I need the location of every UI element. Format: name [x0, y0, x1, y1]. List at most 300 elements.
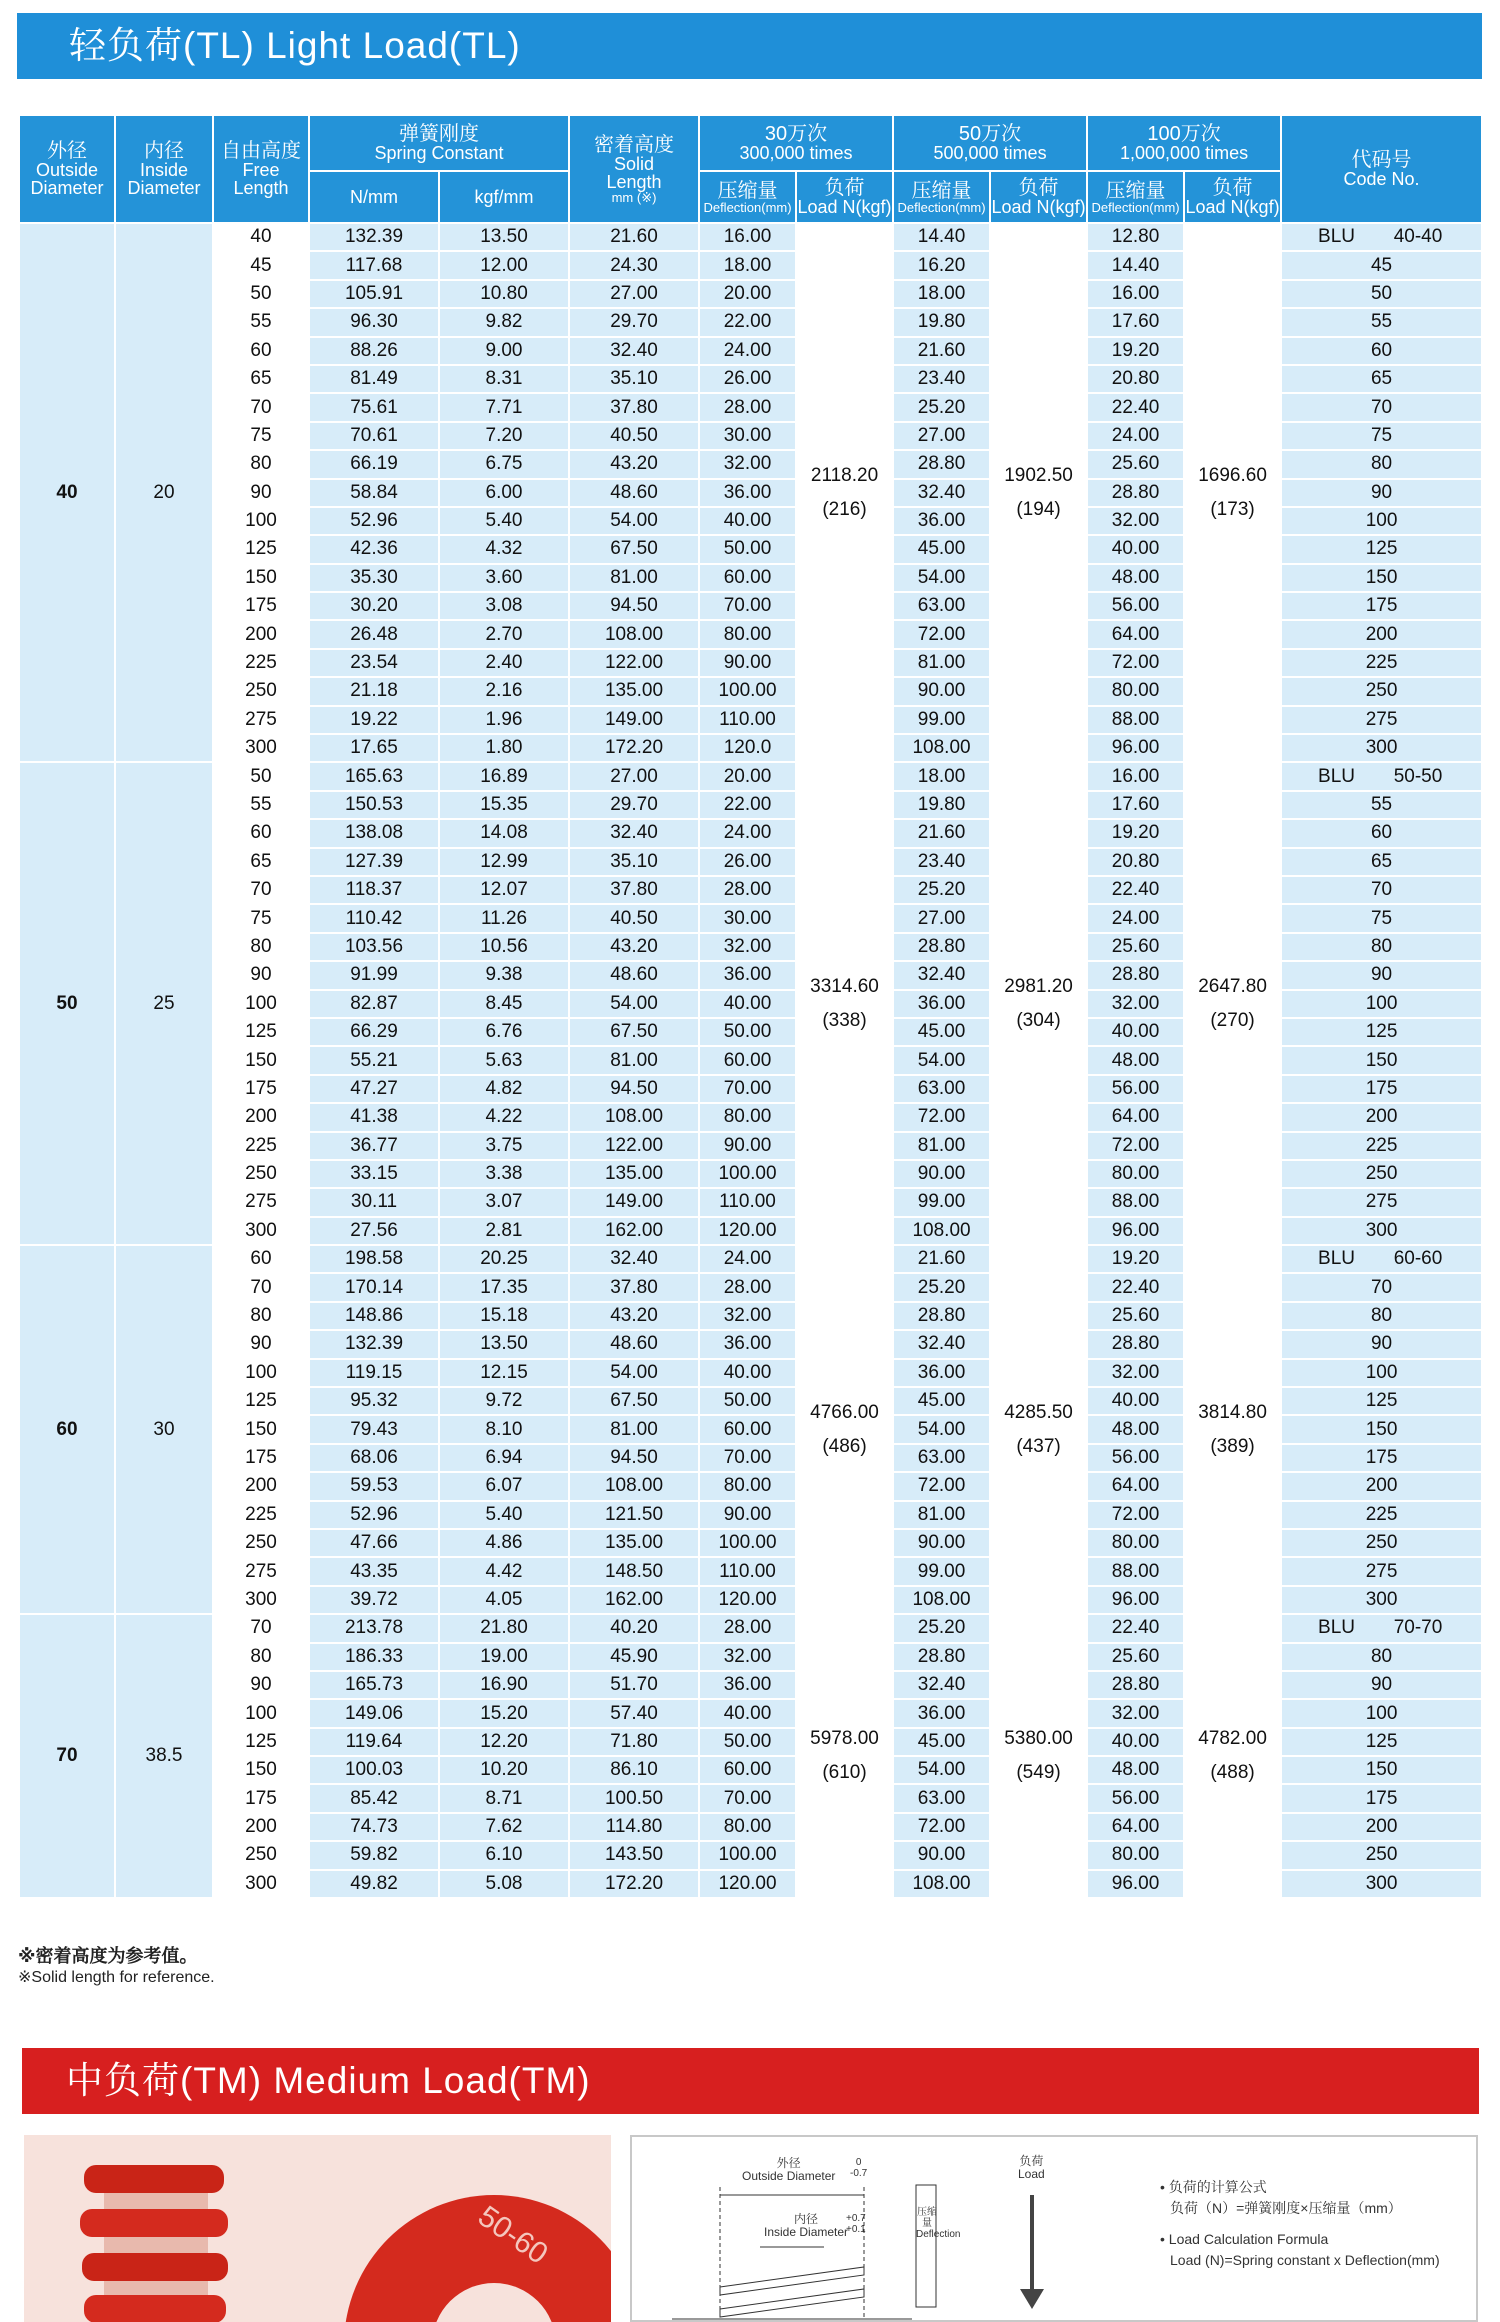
deflection-1m-cell: 96.00: [1087, 1586, 1184, 1614]
rate-kgf-mm-cell: 10.20: [439, 1756, 569, 1784]
deflection-1m-cell: 40.00: [1087, 1387, 1184, 1415]
header-rate-kgf-mm: kgf/mm: [439, 171, 569, 223]
deflection-300k-cell: 30.00: [699, 422, 796, 450]
deflection-1m-cell: 14.40: [1087, 251, 1184, 279]
load-n-value: 4766.00: [810, 1401, 879, 1423]
deflection-1m-cell: 48.00: [1087, 1756, 1184, 1784]
code-number-cell: 70: [1281, 393, 1482, 421]
deflection-300k-cell: 60.00: [699, 1415, 796, 1443]
solid-length-cell: 67.50: [569, 1018, 699, 1046]
deflection-1m-cell: 88.00: [1087, 1557, 1184, 1585]
header-300k-cycles: 30万次 300,000 times: [699, 115, 893, 171]
deflection-500k-cell: 99.00: [893, 1557, 990, 1585]
load-kgf-value: (437): [1016, 1435, 1061, 1457]
header-deflection-500k: 压缩量 Deflection(mm): [893, 171, 990, 223]
spec-table-body: [19, 223, 1482, 1898]
load-n-value: 5978.00: [810, 1728, 879, 1750]
coil-outline-2: [720, 2267, 864, 2295]
rate-n-mm-cell: 42.36: [309, 535, 439, 563]
rate-kgf-mm-cell: 2.81: [439, 1217, 569, 1245]
deflection-1m-cell: 72.00: [1087, 1132, 1184, 1160]
code-number-cell: 250: [1281, 1529, 1482, 1557]
solid-length-cell: 94.50: [569, 592, 699, 620]
code-number-cell: [1281, 1614, 1482, 1642]
deflection-500k-cell: 45.00: [893, 1018, 990, 1046]
rate-kgf-mm-cell: 19.00: [439, 1643, 569, 1671]
code-number-cell: 300: [1281, 734, 1482, 762]
outside-diameter-cell: 50: [19, 762, 115, 1245]
load-500k-cell: [990, 1614, 1087, 1898]
code-number-cell: 80: [1281, 450, 1482, 478]
rate-n-mm-cell: 52.96: [309, 507, 439, 535]
solid-length-cell: 114.80: [569, 1813, 699, 1841]
rate-n-mm-cell: 30.11: [309, 1188, 439, 1216]
spring-coils: [80, 2165, 228, 2322]
load-n-value: 2118.20: [810, 464, 879, 486]
rate-n-mm-cell: 33.15: [309, 1160, 439, 1188]
free-length-cell: 80: [213, 933, 309, 961]
rate-n-mm-cell: 59.53: [309, 1472, 439, 1500]
solid-length-cell: 48.60: [569, 961, 699, 989]
free-length-cell: 55: [213, 308, 309, 336]
deflection-300k-cell: 60.00: [699, 1046, 796, 1074]
deflection-300k-cell: 40.00: [699, 990, 796, 1018]
deflection-1m-cell: 16.00: [1087, 280, 1184, 308]
rate-n-mm-cell: 47.66: [309, 1529, 439, 1557]
deflection-500k-cell: 25.20: [893, 1614, 990, 1642]
rate-kgf-mm-cell: 3.75: [439, 1132, 569, 1160]
solid-length-cell: 43.20: [569, 1302, 699, 1330]
deflection-300k-cell: 50.00: [699, 1387, 796, 1415]
rate-kgf-mm-cell: 14.08: [439, 819, 569, 847]
deflection-300k-cell: 70.00: [699, 592, 796, 620]
code-number-cell: 90: [1281, 961, 1482, 989]
code-number-cell: 250: [1281, 1160, 1482, 1188]
solid-length-cell: 51.70: [569, 1671, 699, 1699]
rate-kgf-mm-cell: 16.90: [439, 1671, 569, 1699]
deflection-300k-cell: 24.00: [699, 819, 796, 847]
coil-outline-1: [720, 2289, 864, 2317]
id-tolerance: +0.7 +0.1: [846, 2213, 866, 2235]
deflection-500k-cell: 19.80: [893, 791, 990, 819]
rate-kgf-mm-cell: 9.82: [439, 308, 569, 336]
deflection-1m-cell: 48.00: [1087, 564, 1184, 592]
header-inside-diameter: 内径 Inside Diameter: [115, 115, 213, 223]
deflection-1m-cell: 17.60: [1087, 791, 1184, 819]
free-length-cell: 200: [213, 620, 309, 648]
deflection-300k-cell: 28.00: [699, 1614, 796, 1642]
deflection-1m-cell: 40.00: [1087, 1018, 1184, 1046]
solid-length-cell: 143.50: [569, 1841, 699, 1869]
rate-n-mm-cell: 198.58: [309, 1245, 439, 1273]
deflection-300k-cell: 70.00: [699, 1075, 796, 1103]
deflection-500k-cell: 18.00: [893, 762, 990, 790]
code-number-cell: [1281, 223, 1482, 251]
rate-n-mm-cell: 165.63: [309, 762, 439, 790]
solid-length-note-cn: ※密着高度为参考值。: [18, 1946, 198, 1966]
deflection-300k-cell: 40.00: [699, 1699, 796, 1727]
load-kgf-value: (610): [822, 1762, 867, 1784]
free-length-cell: 275: [213, 1188, 309, 1216]
solid-length-cell: 54.00: [569, 1359, 699, 1387]
code-number-cell: [1281, 762, 1482, 790]
deflection-500k-cell: 28.80: [893, 450, 990, 478]
solid-length-cell: 21.60: [569, 223, 699, 251]
load-kgf-value: (173): [1210, 498, 1255, 520]
solid-length-note-en: ※Solid length for reference.: [18, 1969, 215, 1986]
rate-n-mm-cell: 138.08: [309, 819, 439, 847]
deflection-500k-cell: 28.80: [893, 933, 990, 961]
solid-length-cell: 48.60: [569, 1330, 699, 1358]
rate-kgf-mm-cell: 12.00: [439, 251, 569, 279]
rate-n-mm-cell: 110.42: [309, 904, 439, 932]
load-1m-cell: [1184, 1614, 1281, 1898]
solid-length-cell: 71.80: [569, 1728, 699, 1756]
code-number-cell: 70: [1281, 1273, 1482, 1301]
rate-n-mm-cell: 30.20: [309, 592, 439, 620]
solid-length-cell: 135.00: [569, 1529, 699, 1557]
load-n-value: 2981.20: [1004, 975, 1073, 997]
free-length-cell: 70: [213, 876, 309, 904]
code-number-cell: 150: [1281, 564, 1482, 592]
deflection-1m-cell: 80.00: [1087, 1160, 1184, 1188]
deflection-300k-cell: 110.00: [699, 1188, 796, 1216]
solid-length-cell: 67.50: [569, 1387, 699, 1415]
rate-n-mm-cell: 19.22: [309, 706, 439, 734]
free-length-cell: 90: [213, 1671, 309, 1699]
header-1m-cycles: 100万次 1,000,000 times: [1087, 115, 1281, 171]
rate-kgf-mm-cell: 2.70: [439, 620, 569, 648]
deflection-300k-cell: 70.00: [699, 1784, 796, 1812]
deflection-300k-cell: 36.00: [699, 961, 796, 989]
free-length-cell: 90: [213, 1330, 309, 1358]
code-prefix: BLU: [1318, 765, 1356, 787]
deflection-500k-cell: 45.00: [893, 535, 990, 563]
deflection-500k-cell: 54.00: [893, 1415, 990, 1443]
deflection-1m-cell: 20.80: [1087, 365, 1184, 393]
rate-kgf-mm-cell: 2.40: [439, 649, 569, 677]
deflection-500k-cell: 21.60: [893, 1245, 990, 1273]
deflection-500k-cell: 19.80: [893, 308, 990, 336]
id-label: 内径 Inside Diameter: [764, 2212, 849, 2240]
rate-n-mm-cell: 39.72: [309, 1586, 439, 1614]
free-length-cell: 75: [213, 904, 309, 932]
load-300k-cell: [796, 762, 893, 1245]
load-300k-cell: [796, 223, 893, 762]
deflection-300k-cell: 120.00: [699, 1870, 796, 1898]
deflection-300k-cell: 20.00: [699, 762, 796, 790]
deflection-500k-cell: 81.00: [893, 1501, 990, 1529]
rate-kgf-mm-cell: 5.63: [439, 1046, 569, 1074]
load-kgf-value: (549): [1016, 1762, 1061, 1784]
inside-diameter-cell: 38.5: [115, 1614, 213, 1898]
red-spring-image: [24, 2135, 611, 2322]
deflection-300k-cell: 60.00: [699, 564, 796, 592]
code-number-cell: 250: [1281, 1841, 1482, 1869]
rate-kgf-mm-cell: 10.80: [439, 280, 569, 308]
od-tolerance: 0 -0.7: [850, 2157, 868, 2179]
header-deflection-300k: 压缩量 Deflection(mm): [699, 171, 796, 223]
header-load-500k: 负荷 Load N(kgf): [990, 171, 1087, 223]
deflection-300k-cell: 40.00: [699, 1359, 796, 1387]
deflection-300k-cell: 40.00: [699, 507, 796, 535]
rate-n-mm-cell: 21.18: [309, 677, 439, 705]
deflection-500k-cell: 108.00: [893, 1217, 990, 1245]
light-load-banner: [17, 13, 1482, 79]
solid-length-cell: 108.00: [569, 1103, 699, 1131]
code-prefix: BLU: [1318, 1248, 1356, 1270]
deflection-300k-cell: 80.00: [699, 1103, 796, 1131]
deflection-300k-cell: 32.00: [699, 933, 796, 961]
deflection-300k-cell: 90.00: [699, 1132, 796, 1160]
free-length-cell: 175: [213, 1784, 309, 1812]
rate-n-mm-cell: 170.14: [309, 1273, 439, 1301]
load-500k-cell: [990, 1245, 1087, 1614]
solid-length-cell: 94.50: [569, 1075, 699, 1103]
deflection-1m-cell: 22.40: [1087, 393, 1184, 421]
rate-kgf-mm-cell: 1.96: [439, 706, 569, 734]
solid-length-cell: 29.70: [569, 791, 699, 819]
table-row: [19, 762, 1482, 790]
free-length-cell: 90: [213, 479, 309, 507]
solid-length-cell: 135.00: [569, 1160, 699, 1188]
deflection-300k-cell: 28.00: [699, 393, 796, 421]
code-number-cell: 175: [1281, 1075, 1482, 1103]
rate-kgf-mm-cell: 9.72: [439, 1387, 569, 1415]
table-row: [19, 1614, 1482, 1642]
formula-cn-title: • 负荷的计算公式: [1160, 2179, 1267, 2195]
deflection-1m-cell: 28.80: [1087, 1671, 1184, 1699]
solid-length-cell: 148.50: [569, 1557, 699, 1585]
deflection-500k-cell: 63.00: [893, 592, 990, 620]
rate-n-mm-cell: 105.91: [309, 280, 439, 308]
rate-kgf-mm-cell: 7.62: [439, 1813, 569, 1841]
free-length-cell: 200: [213, 1813, 309, 1841]
deflection-300k-cell: 22.00: [699, 791, 796, 819]
deflection-300k-cell: 24.00: [699, 337, 796, 365]
load-arrow-head: [1020, 2289, 1044, 2309]
deflection-500k-cell: 72.00: [893, 1472, 990, 1500]
solid-length-cell: 149.00: [569, 706, 699, 734]
load-kgf-value: (488): [1210, 1762, 1255, 1784]
deflection-1m-cell: 80.00: [1087, 677, 1184, 705]
deflection-500k-cell: 16.20: [893, 251, 990, 279]
free-length-cell: 70: [213, 1614, 309, 1642]
free-length-cell: 250: [213, 1160, 309, 1188]
deflection-300k-cell: 28.00: [699, 1273, 796, 1301]
free-length-cell: 200: [213, 1472, 309, 1500]
load-kgf-value: (389): [1210, 1435, 1255, 1457]
deflection-500k-cell: 63.00: [893, 1075, 990, 1103]
deflection-500k-cell: 81.00: [893, 649, 990, 677]
rate-kgf-mm-cell: 16.89: [439, 762, 569, 790]
rate-n-mm-cell: 27.56: [309, 1217, 439, 1245]
rate-kgf-mm-cell: 2.16: [439, 677, 569, 705]
deflection-1m-cell: 80.00: [1087, 1841, 1184, 1869]
deflection-500k-cell: 108.00: [893, 1586, 990, 1614]
solid-length-cell: 37.80: [569, 876, 699, 904]
solid-length-cell: 24.30: [569, 251, 699, 279]
free-length-cell: 65: [213, 848, 309, 876]
solid-length-cell: 94.50: [569, 1444, 699, 1472]
solid-length-cell: 37.80: [569, 1273, 699, 1301]
free-length-cell: 150: [213, 1046, 309, 1074]
free-length-cell: 60: [213, 819, 309, 847]
deflection-1m-cell: 25.60: [1087, 933, 1184, 961]
deflection-1m-cell: 22.40: [1087, 1614, 1184, 1642]
code-suffix: 70-70: [1393, 1617, 1443, 1639]
deflection-300k-cell: 36.00: [699, 1330, 796, 1358]
rate-n-mm-cell: 91.99: [309, 961, 439, 989]
spring-dimension-diagram: [630, 2135, 1478, 2322]
rate-n-mm-cell: 127.39: [309, 848, 439, 876]
code-suffix: 50-50: [1393, 765, 1443, 787]
deflection-300k-cell: 100.00: [699, 1529, 796, 1557]
solid-length-cell: 48.60: [569, 479, 699, 507]
deflection-300k-cell: 24.00: [699, 1245, 796, 1273]
rate-kgf-mm-cell: 4.22: [439, 1103, 569, 1131]
rate-kgf-mm-cell: 3.08: [439, 592, 569, 620]
deflection-1m-cell: 20.80: [1087, 848, 1184, 876]
deflection-1m-cell: 96.00: [1087, 1217, 1184, 1245]
inside-diameter-cell: 25: [115, 762, 213, 1245]
code-suffix: 40-40: [1393, 226, 1443, 248]
header-spring-constant: 弹簧刚度 Spring Constant: [309, 115, 569, 171]
free-length-cell: 100: [213, 990, 309, 1018]
solid-length-cell: 122.00: [569, 649, 699, 677]
solid-length-cell: 32.40: [569, 819, 699, 847]
deflection-1m-cell: 48.00: [1087, 1415, 1184, 1443]
formula-en-body: Load (N)=Spring constant x Deflection(mm): [1170, 2252, 1440, 2268]
deflection-500k-cell: 63.00: [893, 1444, 990, 1472]
free-length-cell: 150: [213, 1756, 309, 1784]
formula-cn-body: 负荷（N）=弹簧刚度×压缩量（mm）: [1170, 2200, 1402, 2216]
code-number-cell: 150: [1281, 1756, 1482, 1784]
deflection-1m-cell: 32.00: [1087, 507, 1184, 535]
load-n-value: 4782.00: [1198, 1728, 1267, 1750]
solid-length-cell: 54.00: [569, 507, 699, 535]
spring-photo-panel: [24, 2135, 611, 2322]
deflection-500k-cell: 23.40: [893, 848, 990, 876]
deflection-500k-cell: 27.00: [893, 904, 990, 932]
deflection-500k-cell: 108.00: [893, 1870, 990, 1898]
solid-length-cell: 86.10: [569, 1756, 699, 1784]
light-load-title: 轻负荷(TL) Light Load(TL): [69, 25, 521, 66]
deflection-300k-cell: 80.00: [699, 620, 796, 648]
rate-n-mm-cell: 100.03: [309, 1756, 439, 1784]
rate-n-mm-cell: 95.32: [309, 1387, 439, 1415]
rate-n-mm-cell: 117.68: [309, 251, 439, 279]
solid-length-cell: 37.80: [569, 393, 699, 421]
rate-kgf-mm-cell: 5.40: [439, 1501, 569, 1529]
solid-length-cell: 135.00: [569, 677, 699, 705]
deflection-500k-cell: 32.40: [893, 961, 990, 989]
deflection-500k-cell: 90.00: [893, 1841, 990, 1869]
rate-kgf-mm-cell: 6.94: [439, 1444, 569, 1472]
rate-n-mm-cell: 17.65: [309, 734, 439, 762]
deflection-300k-cell: 30.00: [699, 904, 796, 932]
solid-length-cell: 40.50: [569, 422, 699, 450]
free-length-cell: 225: [213, 649, 309, 677]
free-length-cell: 150: [213, 1415, 309, 1443]
header-solid-length: 密着高度 Solid Length mm (※): [569, 115, 699, 223]
deflection-500k-cell: 54.00: [893, 1046, 990, 1074]
load-kgf-value: (338): [822, 1009, 867, 1031]
deflection-300k-cell: 36.00: [699, 1671, 796, 1699]
deflection-500k-cell: 25.20: [893, 393, 990, 421]
solid-length-cell: 32.40: [569, 337, 699, 365]
outside-diameter-cell: 40: [19, 223, 115, 762]
rate-kgf-mm-cell: 20.25: [439, 1245, 569, 1273]
deflection-300k-cell: 32.00: [699, 450, 796, 478]
free-length-cell: 300: [213, 1870, 309, 1898]
rate-n-mm-cell: 118.37: [309, 876, 439, 904]
solid-length-cell: 108.00: [569, 1472, 699, 1500]
medium-load-title: 中负荷(TM) Medium Load(TM): [66, 2060, 591, 2101]
rate-kgf-mm-cell: 7.71: [439, 393, 569, 421]
rate-n-mm-cell: 66.29: [309, 1018, 439, 1046]
deflection-500k-cell: 36.00: [893, 507, 990, 535]
rate-kgf-mm-cell: 8.10: [439, 1415, 569, 1443]
code-number-cell: 225: [1281, 1132, 1482, 1160]
rate-n-mm-cell: 119.64: [309, 1728, 439, 1756]
load-label: 负荷 Load: [1018, 2154, 1045, 2182]
deflection-1m-cell: 64.00: [1087, 1103, 1184, 1131]
code-suffix: 60-60: [1393, 1248, 1443, 1270]
free-length-cell: 50: [213, 280, 309, 308]
deflection-300k-cell: 22.00: [699, 308, 796, 336]
load-n-value: 1696.60: [1198, 464, 1267, 486]
solid-length-cell: 27.00: [569, 762, 699, 790]
code-number-cell: 275: [1281, 1557, 1482, 1585]
table-row: [19, 1245, 1482, 1273]
deflection-1m-cell: 28.80: [1087, 961, 1184, 989]
rate-kgf-mm-cell: 12.07: [439, 876, 569, 904]
deflection-500k-cell: 54.00: [893, 1756, 990, 1784]
solid-length-cell: 40.20: [569, 1614, 699, 1642]
deflection-300k-cell: 26.00: [699, 848, 796, 876]
rate-kgf-mm-cell: 15.20: [439, 1699, 569, 1727]
deflection-500k-cell: 27.00: [893, 422, 990, 450]
code-number-cell: 70: [1281, 876, 1482, 904]
header-500k-cycles: 50万次 500,000 times: [893, 115, 1087, 171]
deflection-300k-cell: 50.00: [699, 1728, 796, 1756]
deflection-500k-cell: 90.00: [893, 1529, 990, 1557]
rate-kgf-mm-cell: 7.20: [439, 422, 569, 450]
deflection-500k-cell: 63.00: [893, 1784, 990, 1812]
solid-length-cell: 122.00: [569, 1132, 699, 1160]
header-rate-n-mm: N/mm: [309, 171, 439, 223]
deflection-300k-cell: 26.00: [699, 365, 796, 393]
load-kgf-value: (304): [1016, 1009, 1061, 1031]
rate-kgf-mm-cell: 4.32: [439, 535, 569, 563]
code-number-cell: 150: [1281, 1046, 1482, 1074]
code-number-cell: 175: [1281, 1784, 1482, 1812]
deflection-500k-cell: 72.00: [893, 1813, 990, 1841]
free-length-cell: 300: [213, 734, 309, 762]
rate-kgf-mm-cell: 13.50: [439, 223, 569, 251]
deflection-500k-cell: 28.80: [893, 1643, 990, 1671]
deflection-300k-cell: 90.00: [699, 649, 796, 677]
rate-kgf-mm-cell: 15.35: [439, 791, 569, 819]
outside-diameter-cell: 70: [19, 1614, 115, 1898]
rate-n-mm-cell: 74.73: [309, 1813, 439, 1841]
rate-n-mm-cell: 132.39: [309, 223, 439, 251]
rate-kgf-mm-cell: 4.82: [439, 1075, 569, 1103]
deflection-500k-cell: 36.00: [893, 1359, 990, 1387]
load-300k-cell: [796, 1614, 893, 1898]
deflection-1m-cell: 96.00: [1087, 734, 1184, 762]
